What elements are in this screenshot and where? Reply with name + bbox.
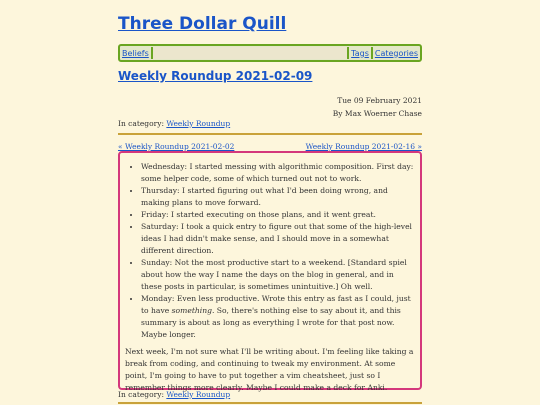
category-link[interactable]: Weekly Roundup [166, 119, 231, 128]
list-item: • Wednesday: I started messing with algorithmic composition. First day: some helper code, some of which turned out not to work. [141, 161, 415, 185]
nav-tags-link[interactable]: Tags [351, 48, 369, 58]
monday-text-end: . So, there's nothing else to say about it, and this summary is about as long as everything I wrote for that post now. Maybe longer. [141, 306, 401, 339]
category-label: In category: [118, 390, 164, 399]
list-item: • Thursday: I started figuring out what I'd been doing wrong, and making plans to move forward. [141, 185, 415, 209]
nav-categories-link[interactable]: Categories [374, 48, 418, 58]
monday-text-start: Monday: Even less productive. Wrote this entry as fast as I could, just to have [141, 294, 411, 315]
post-meta [333, 94, 422, 120]
list-item: • Sunday: Not the most productive start to a weekend. [Standard spiel about how the way I name the days on the blog in general, and in these posts in particular, is sometimes unintuitive.] Oh well. [141, 257, 415, 293]
post-author: By Max Woerner Chase [332, 109, 422, 118]
category-label: In category: [118, 119, 164, 128]
search-input[interactable] [153, 47, 347, 59]
post-category-bottom [118, 390, 230, 399]
divider [118, 402, 422, 404]
post-date: Tue 09 February 2021 [337, 96, 422, 105]
post-category-top [118, 119, 230, 128]
day-list [125, 161, 415, 341]
monday-emphasis: something [171, 306, 212, 315]
closing-paragraph: Next week, I'm not sure what I'll be writing about. I'm feeling like taking a break from coding, and continuing to tweak my environment. At some point, I'm going to have to put together a vim cheatsheet, just so I remember things more clearly. Maybe I could make a deck for Anki. [125, 347, 414, 392]
divider [118, 133, 422, 135]
next-post-link[interactable]: Weekly Roundup 2021-02-16 » [305, 142, 422, 151]
list-item [141, 293, 415, 341]
nav-beliefs-link[interactable]: Beliefs [122, 48, 149, 58]
list-item: • Friday: I started executing on those plans, and it went great. [141, 209, 415, 221]
post-title-link[interactable]: Weekly Roundup 2021-02-09 [118, 69, 313, 83]
post-content [118, 151, 422, 390]
site-title-link[interactable]: Three Dollar Quill [118, 14, 287, 34]
list-item: • Saturday: I took a quick entry to figure out that some of the high-level ideas I had didn't make sense, and I should move in a somewhat different direction. [141, 221, 415, 257]
previous-post-link[interactable]: « Weekly Roundup 2021-02-02 [118, 142, 235, 151]
category-link[interactable]: Weekly Roundup [166, 390, 231, 399]
nav-bar [118, 44, 422, 62]
